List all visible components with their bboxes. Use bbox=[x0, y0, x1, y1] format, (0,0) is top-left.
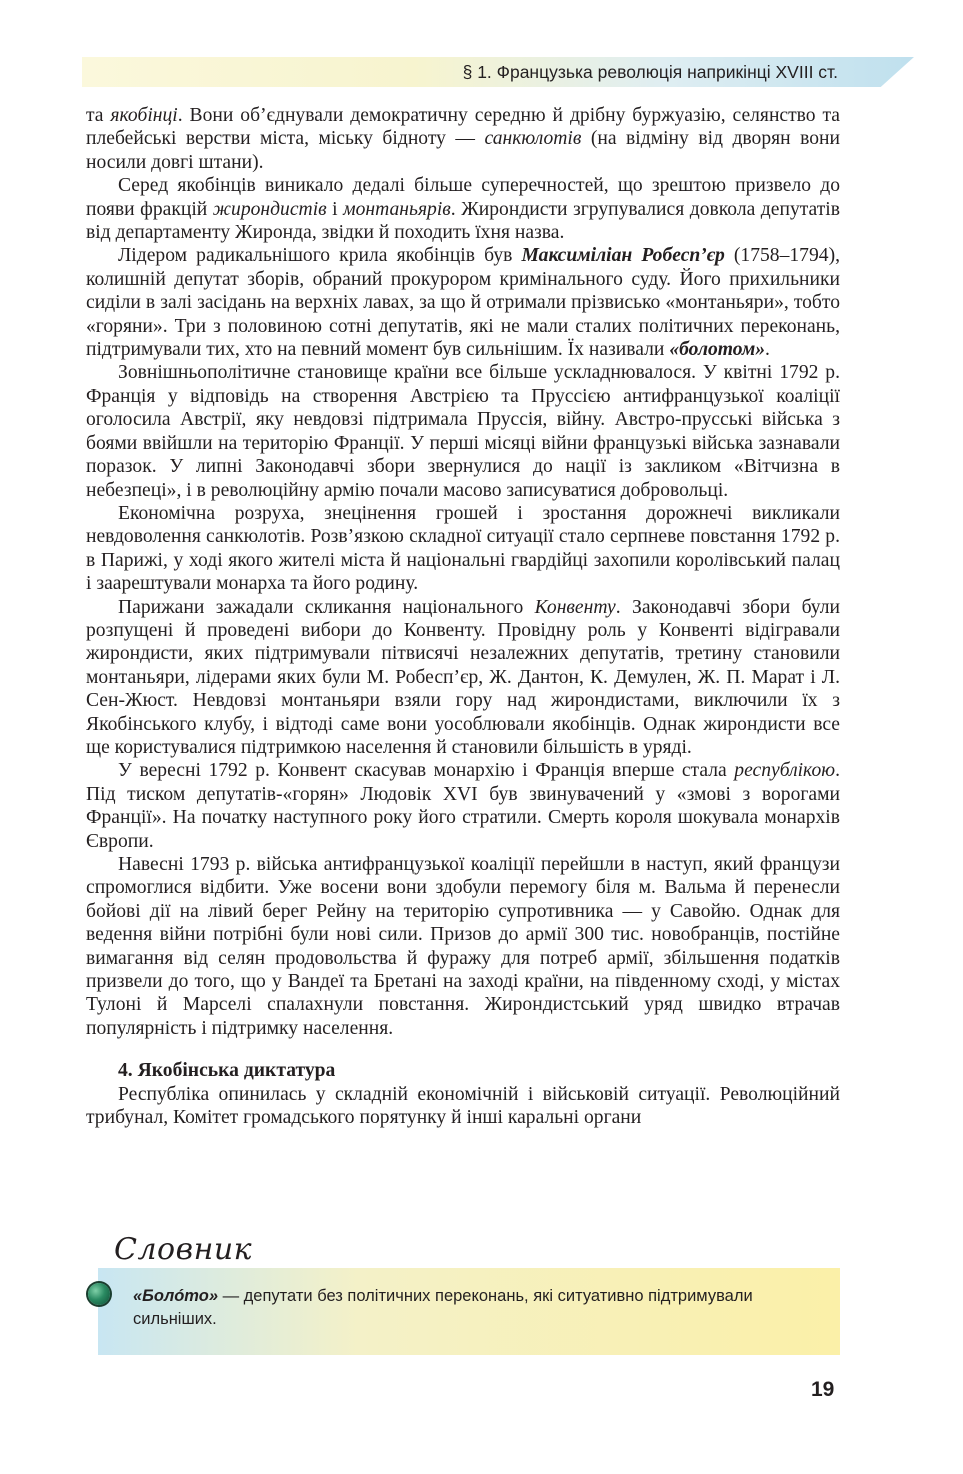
text-run: і bbox=[326, 198, 344, 220]
name-robespierre: Максиміліан Робесп’єр bbox=[521, 245, 725, 267]
main-text bbox=[86, 104, 840, 1129]
text-run: . Під тиском депутатів-«горян» Людовік XVI був звинувачений у «змові з ворогами Франції». На початку наступного року його стратили. Смерть короля шокувала монархів Європи. bbox=[86, 760, 840, 852]
paragraph-2 bbox=[86, 174, 840, 244]
term-convention: Конвенту bbox=[534, 596, 616, 618]
term-swamp: «болотом» bbox=[669, 339, 766, 361]
term-jacobins: якобінці bbox=[110, 105, 178, 126]
glossary-term: «Болóто» bbox=[133, 1287, 218, 1305]
text-run: Лідером радикальнішого крила якобінців був bbox=[118, 245, 522, 267]
page-number: 19 bbox=[811, 1378, 835, 1401]
text-run: Серед якобінців виникало дедалі більше суперечностей, що зрештою призвело до появи фракцій bbox=[86, 175, 840, 220]
glossary-title: Словник bbox=[114, 1232, 253, 1267]
text-run: . bbox=[765, 339, 770, 361]
text-run: У вересні 1792 р. Конвент скасував монархію і Франція вперше стала bbox=[118, 760, 735, 782]
running-header-title: § 1. Французька революція наприкінці XVIII ст. bbox=[462, 62, 838, 82]
glossary-bullet-icon bbox=[88, 1283, 110, 1305]
section-paragraph: Республіка опинилась у складній економічній і військовій ситуації. Революційний трибунал, Комітет громадського порятунку й інші каральні органи bbox=[86, 1083, 840, 1129]
paragraph-4: Зовнішньополітичне становище країни все більше ускладнювалося. У квітні 1792 р. Франція у відповідь на створення Австрією та Пруссією антифранцузької коаліції оголосила Австрії, яку невдовзі підтримала Пруссія, війну. Австро-прусські війська з боями ввійшли на територію Франції. У перші місяці війни французькі війська зазнавали поразок. У липні Законодавчі збори звернулися до нації із закликом «Вітчизна в небезпеці», і в революційну армію почали масово записуватися добровольці. bbox=[86, 362, 840, 501]
paragraph-5: Економічна розруха, знецінення грошей і зростання дорожнечі викликали невдоволення санкюлотів. Розв’язкою складної ситуації стало серпневе повстання 1792 р. в Парижі, у ході якого жителі міста й національні гвардійці захопили королівський палац і заарештували монарха та його родину. bbox=[86, 502, 840, 595]
term-montagnards: монтаньярів bbox=[343, 198, 451, 220]
glossary-definition: — депутати без політичних переконань, які ситуативно підтримували сильніших. bbox=[133, 1287, 753, 1328]
paragraph-8: Навесні 1793 р. війська антифранцузької коаліції перейшли в наступ, який французи спромоглися відбити. Уже восени вони здобули перемогу біля м. Вальма й перенесли бойові дії на лівий берег Рейну на територію супротивника — у Савойю. Однак для ведення війни потрібні були нові сили. Призов до армії 300 тис. новобранців, постійне вимагання від селян продовольства й фуражу для потреб армії, збільшення податків призвели до того, що у Вандеї та Бретані на заході країни, на південному сході, у містах Тулоні й Марселі спалахнули повстання. Жирондистський уряд швидко втрачав популярність і підтримку населення. bbox=[86, 854, 840, 1039]
text-run: Парижани зажадали скликання національного bbox=[118, 596, 535, 618]
text-run: (1758–1794), колишній депутат зборів, обраний прокурором кримінального суду. Його прихильники сиділи в залі засідань на верхніх лавах, за що й отримали прізвисько «монтаньяри», тобто «горяни». Три з половиною сотні депутатів, які не мали сталих політичних переконань, підтримували тих, хто на певний момент був сильнішим. Їх називали bbox=[86, 245, 840, 361]
glossary-entry bbox=[133, 1285, 833, 1331]
paragraph-7 bbox=[86, 759, 840, 853]
text-run: (на відміну від дворян вони носили довгі штани). bbox=[86, 128, 840, 173]
text-run: . Вони об’єднували демократичну середню й дрібну буржуазію, селянство та плебейські верстви міста, міську бідноту — bbox=[86, 105, 840, 150]
term-girondins: жирондистів bbox=[212, 198, 327, 220]
paragraph-6 bbox=[86, 596, 840, 760]
text-run: . Законодавчі збори були розпущені й проведені вибори до Конвенту. Провідну роль у Конвенті відігравали жирондисти, яких підтримували пітвисячі незалежних депутатів, третину становили монтаньяри, лідерами яких були М. Робесп’єр, Ж. Дантон, К. Демулен, Ж. П. Марат і Л. Сен-Жюст. Невдовзі монтаньяри взяли гору над жирондистами, виключили їх з Якобінського клубу, і відтоді саме вони уособлювали якобінців. Однак жирондисти все ще користувалися підтримкою населення й становили більшість в уряді. bbox=[86, 596, 840, 758]
term-republic: республікою bbox=[734, 760, 836, 782]
term-sans-culottes: санкюлотів bbox=[484, 128, 582, 150]
section-heading: 4. Якобінська диктатура bbox=[118, 1060, 336, 1082]
paragraph-1 bbox=[86, 104, 840, 174]
paragraph-3 bbox=[86, 244, 840, 361]
text-run: . Жирондисти згрупувалися довкола депутатів від департаменту Жиронда, звідки й походить їхня назва. bbox=[86, 198, 840, 244]
text-run: та bbox=[86, 105, 111, 126]
